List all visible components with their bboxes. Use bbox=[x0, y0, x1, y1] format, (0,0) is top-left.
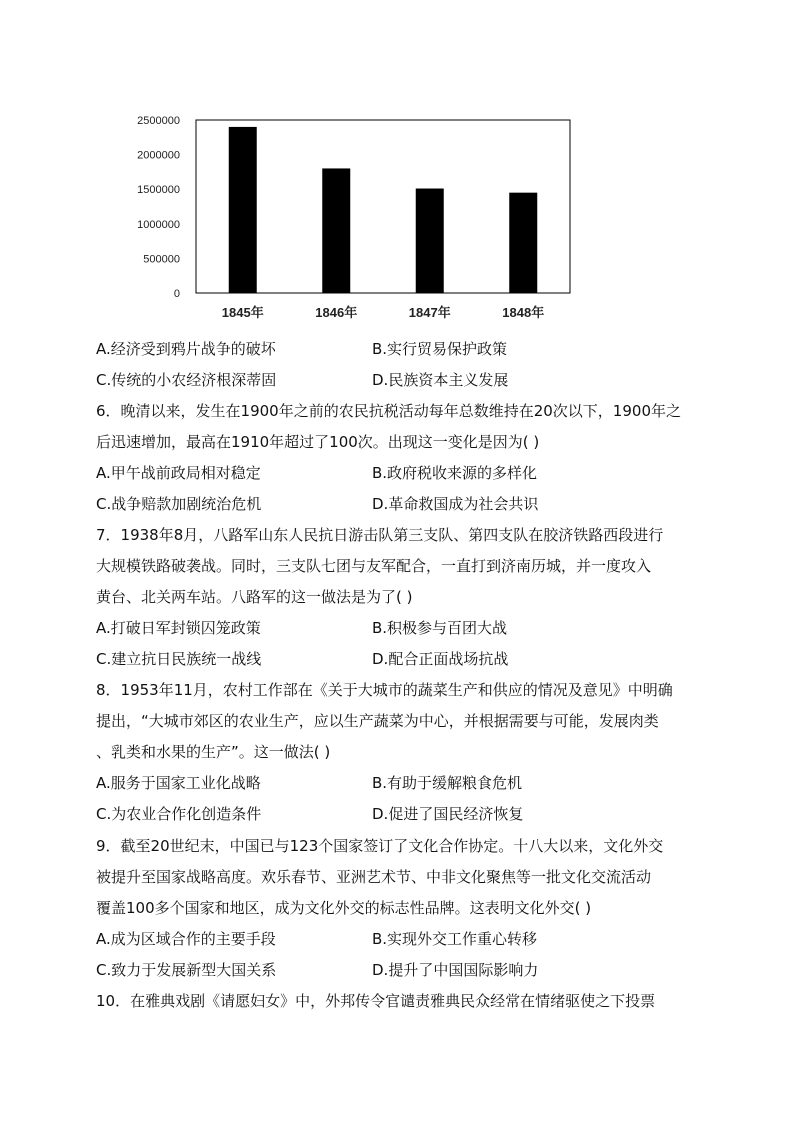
q7-stem-line-3: 黄台、北关两车站。八路军的这一做法是为了( ) bbox=[96, 588, 413, 606]
q6-option-d: D.革命救国成为社会共识 bbox=[372, 495, 539, 513]
y-tick-label-5: 2500000 bbox=[137, 115, 180, 127]
q8-option-c: C.为农业合作化创造条件 bbox=[96, 805, 262, 823]
y-tick-label-4: 2000000 bbox=[137, 149, 180, 162]
q9-stem-line-1: 9．截至20世纪末，中国已与123个国家签订了文化合作协定。十八大以来，文化外交 bbox=[96, 837, 664, 855]
bar-1 bbox=[322, 168, 350, 293]
q6-option-a: A.甲午战前政局相对稳定 bbox=[96, 464, 261, 482]
q6-option-c: C.战争赔款加剧统治危机 bbox=[96, 495, 262, 513]
q10-stem-line-1: 10．在雅典戏剧《请愿妇女》中，外邦传令官谴责雅典民众经常在情绪驱使之下投票 bbox=[96, 992, 656, 1010]
q7-option-a: A.打破日军封锁囚笼政策 bbox=[96, 619, 261, 637]
x-axis-ticks bbox=[222, 305, 544, 320]
y-tick-label-2: 1000000 bbox=[137, 218, 180, 231]
q6-stem-line-1: 6．晚清以来，发生在1900年之前的农民抗税活动每年总数维持在20次以下，1900年之 bbox=[96, 402, 681, 420]
q9-option-a: A.成为区域合作的主要手段 bbox=[96, 930, 276, 948]
x-tick-label-1: 1846年 bbox=[315, 305, 358, 320]
bars bbox=[229, 127, 538, 293]
q9-option-c: C.致力于发展新型大国关系 bbox=[96, 961, 277, 979]
q9-stem-line-3: 覆盖100多个国家和地区，成为文化外交的标志性品牌。这表明文化外交( ) bbox=[96, 899, 592, 917]
q6-stem-line-2: 后迅速增加，最高在1910年超过了100次。出现这一变化是因为( ) bbox=[96, 433, 540, 451]
q9-option-b: B.实现外交工作重心转移 bbox=[372, 930, 538, 948]
y-tick-label-1: 500000 bbox=[143, 253, 180, 266]
q7-option-c: C.建立抗日民族统一战线 bbox=[96, 650, 262, 668]
q7-stem-line-1: 7．1938年8月，八路军山东人民抗日游击队第三支队、第四支队在胶济铁路西段进行 bbox=[96, 526, 664, 544]
x-tick-label-3: 1848年 bbox=[502, 305, 545, 320]
q7-option-b: B.积极参与百团大战 bbox=[372, 619, 508, 637]
y-tick-label-3: 1500000 bbox=[137, 184, 180, 197]
q5-option-b: B.实行贸易保护政策 bbox=[372, 340, 508, 358]
q5-option-a: A.经济受到鸦片战争的破坏 bbox=[96, 340, 276, 358]
y-tick-label-0: 0 bbox=[173, 288, 180, 300]
q9-stem-line-2: 被提升至国家战略高度。欢乐春节、亚洲艺术节、中非文化聚焦等一批文化交流活动 bbox=[96, 868, 652, 886]
bar-0 bbox=[229, 127, 257, 293]
q8-option-a: A.服务于国家工业化战略 bbox=[96, 774, 261, 792]
q5-option-d: D.民族资本主义发展 bbox=[372, 371, 509, 389]
bar-3 bbox=[509, 193, 537, 293]
bar-chart-svg bbox=[120, 108, 590, 330]
q9-option-d: D.提升了中国国际影响力 bbox=[372, 961, 539, 979]
bar-chart bbox=[120, 108, 590, 330]
q7-option-d: D.配合正面战场抗战 bbox=[372, 650, 509, 668]
q8-stem-line-2: 提出，“大城市郊区的农业生产，应以生产蔬菜为中心，并根据需要与可能，发展肉类 bbox=[96, 712, 659, 730]
y-axis-ticks bbox=[137, 115, 180, 300]
x-tick-label-2: 1847年 bbox=[408, 305, 451, 320]
q8-stem-line-3: 、乳类和水果的生产”。这一做法( ) bbox=[96, 743, 331, 761]
x-tick-label-0: 1845年 bbox=[221, 305, 264, 320]
bar-2 bbox=[416, 189, 444, 293]
q7-stem-line-2: 大规模铁路破袭战。同时，三支队七团与友军配合，一直打到济南历城，并一度攻入 bbox=[96, 557, 652, 575]
q8-stem-line-1: 8．1953年11月，农村工作部在《关于大城市的蔬菜生产和供应的情况及意见》中明确 bbox=[96, 681, 673, 699]
q5-option-c: C.传统的小农经济根深蒂固 bbox=[96, 371, 277, 389]
q6-option-b: B.政府税收来源的多样化 bbox=[372, 464, 538, 482]
q8-option-d: D.促进了国民经济恢复 bbox=[372, 805, 524, 823]
q8-option-b: B.有助于缓解粮食危机 bbox=[372, 774, 523, 792]
